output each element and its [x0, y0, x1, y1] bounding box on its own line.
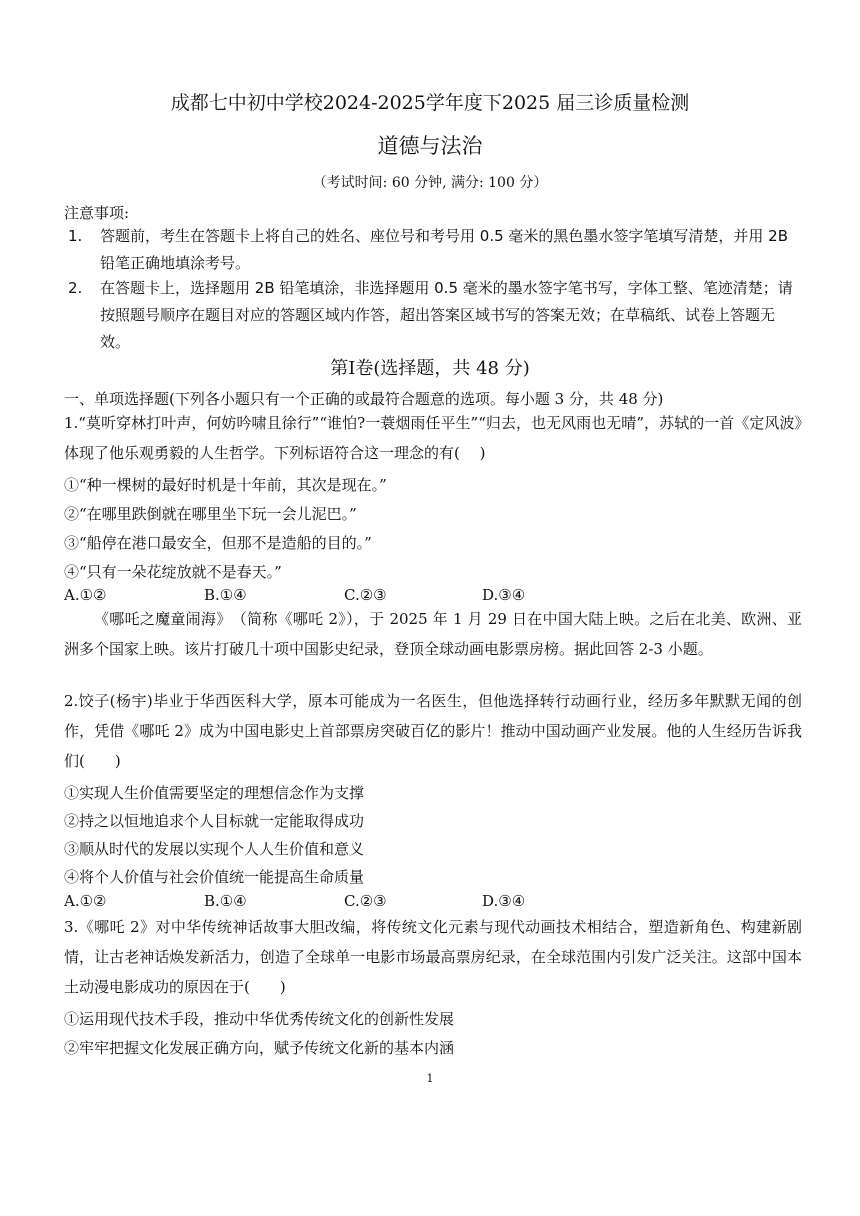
question-2-item: ③顺从时代的发展以实现个人人生价值和意义 — [64, 840, 365, 858]
subject-title: 道德与法治 — [377, 134, 483, 158]
notice-heading: 注意事项: — [64, 204, 130, 222]
question-3-item: ①运用现代技术手段，推动中华优秀传统文化的创新性发展 — [64, 1010, 455, 1028]
question-2-item: ①实现人生价值需要坚定的理想信念作为支撑 — [64, 784, 365, 802]
exam-info: （考试时间: 60 分钟, 满分: 100 分） — [312, 175, 548, 191]
option-d: D.③④ — [482, 586, 526, 604]
question-2-item: ②持之以恒地追求个人目标就一定能取得成功 — [64, 812, 365, 830]
option-b: B.①④ — [204, 586, 247, 604]
option-a: A.①② — [64, 892, 107, 910]
notice-item-text: 在答题卡上，选择题用 2B 铅笔填涂，非选择题用 0.5 毫米的墨水签字笔书写，字体工整、笔迹清楚；请按照题号顺序在题目对应的答题区域内作答，超出答案区域书写的答案无效；在草稿纸、试卷上答题无效。 — [100, 279, 793, 351]
section-title: 第Ⅰ卷(选择题，共 48 分) — [330, 358, 530, 379]
school-title: 成都七中初中学校2024-2025学年度下2025 届三诊质量检测 — [170, 92, 690, 114]
question-1-item: ③“船停在港口最安全，但那不是造船的目的。” — [64, 534, 372, 552]
notice-item — [64, 275, 794, 356]
notice-item-number: 2. — [68, 279, 83, 297]
option-c: C.②③ — [344, 892, 387, 910]
question-1-item: ①“种一棵树的最好时机是十年前，其次是现在。” — [64, 476, 387, 494]
question-2-item: ④将个人价值与社会价值统一能提高生命质量 — [64, 868, 365, 886]
passage: 《哪吒之魔童闹海》 （简称《哪吒 2》），于 2025 年 1 月 29 日在中国大陆上映。之后在北美、欧洲、亚洲多个国家上映。该片打破几十项中国影史纪录，登顶全球动画电影票房榜。据此回答 2-3 小题。 — [64, 610, 802, 658]
question-3-item: ②牢牢把握文化发展正确方向，赋予传统文化新的基本内涵 — [64, 1039, 455, 1057]
question-1-item: ④“只有一朵花绽放就不是春天。” — [64, 563, 282, 581]
option-d: D.③④ — [482, 892, 526, 910]
question-3-stem: 3.《哪吒 2》对中华传统神话故事大胆改编，将传统文化元素与现代动画技术相结合，塑造新角色、构建新剧情，让古老神话焕发新活力，创造了全球单一电影市场最高票房纪录，在全球范围内引发广泛关注。这部中国本土动漫电影成功的原因在于( ) — [64, 918, 802, 996]
question-1-stem: 1.“莫听穿林打叶声，何妨吟啸且徐行”“谁怕?一蓑烟雨任平生”“归去，也无风雨也无晴”，苏轼的一首《定风波》体现了他乐观勇毅的人生哲学。下列标语符合这一理念的有( ) — [64, 414, 802, 462]
notice-item-number: 1. — [68, 227, 83, 245]
question-2-stem: 2.饺子(杨宇)毕业于华西医科大学，原本可能成为一名医生，但他选择转行动画行业，经历多年默默无闻的创作，凭借《哪吒 2》成为中国电影史上首部票房突破百亿的影片！推动中国动画产业发展。他的人生经历告诉我们( ) — [64, 692, 802, 770]
notice-item — [64, 223, 794, 277]
notice-item-text: 答题前，考生在答题卡上将自己的姓名、座位号和考号用 0.5 毫米的黑色墨水签字笔填写清楚，并用 2B 铅笔正确地填涂考号。 — [100, 227, 788, 272]
option-c: C.②③ — [344, 586, 387, 604]
section-instructions: 一、单项选择题(下列各小题只有一个正确的或最符合题意的选项。每小题 3 分，共 48 分) — [64, 390, 664, 408]
question-1-item: ②“在哪里跌倒就在哪里坐下玩一会儿泥巴。” — [64, 505, 357, 523]
option-b: B.①④ — [204, 892, 247, 910]
page-number: 1 — [426, 1072, 434, 1085]
option-a: A.①② — [64, 586, 107, 604]
